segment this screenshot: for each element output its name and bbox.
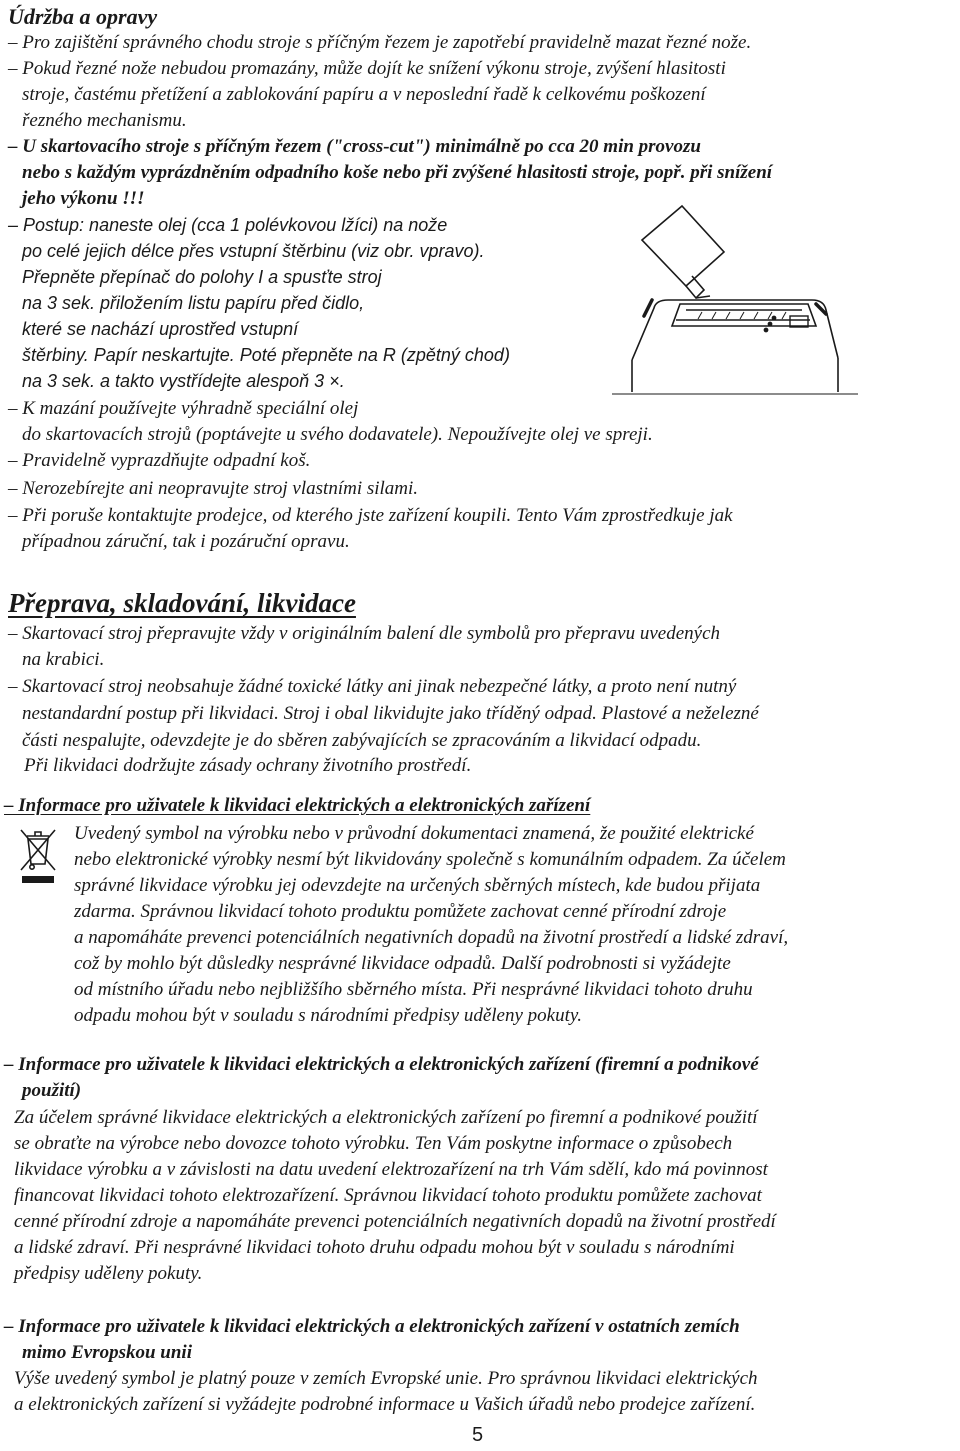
maintenance-line-9: po celé jejich délce přes vstupní štěrbinu (viz obr. vpravo).: [22, 241, 485, 261]
business-weee-line-5: cenné přírodní zdroje a napomáháte prevenci potenciálních negativních dopadů na životní prostředí: [14, 1211, 776, 1232]
transport-line-5: části nespalujte, odevzdejte je do sběren zabývajících se zpracováním a likvidací odpadu.: [22, 730, 702, 751]
maintenance-line-16: do skartovacích strojů (poptávejte u svého dodavatele). Nepoužívejte olej ve spreji.: [22, 424, 653, 445]
maintenance-line-5: – U skartovacího stroje s příčným řezem ("cross-cut") minimálně po cca 20 min provozu: [8, 136, 701, 157]
weee-line-1: Uvedený symbol na výrobku nebo v průvodní dokumentaci znamená, že použité elektrické: [74, 823, 754, 844]
weee-line-3: správné likvidace výrobku jej odevzdejte na určených sběrných místech, kde budou přijata: [74, 875, 761, 896]
section-title-maintenance: Údržba a opravy: [8, 4, 158, 29]
transport-line-1: – Skartovací stroj přepravujte vždy v originálním balení dle symbolů pro přepravu uvedených: [8, 623, 720, 644]
maintenance-line-15: – K mazání používejte výhradně speciální olej: [8, 398, 359, 419]
transport-line-3: – Skartovací stroj neobsahuje žádné toxické látky ani jinak nebezpečné látky, a proto není nutný: [8, 676, 737, 697]
weee-line-5: a napomáháte prevenci potenciálních negativních dopadů na životní prostředí a lidské zdraví,: [74, 927, 789, 948]
maintenance-line-11: na 3 sek. přiložením listu papíru před čidlo,: [22, 293, 365, 313]
maintenance-line-7: jeho výkonu !!!: [22, 188, 145, 209]
maintenance-line-13: štěrbiny. Papír neskartujte. Poté přepněte na R (zpětný chod): [22, 345, 510, 365]
business-weee-line-2: se obraťte na výrobce nebo dovozce tohoto výrobku. Ten Vám poskytne informace o způsobech: [14, 1133, 733, 1154]
weee-line-6: což by mohlo být důsledky nesprávné likvidace odpadů. Další podrobnosti si vyžádejte: [74, 953, 731, 974]
crossed-out-wheelie-bin-icon: [18, 826, 58, 886]
maintenance-line-1: – Pro zajištění správného chodu stroje s příčným řezem je zapotřebí pravidelně mazat řezné nože.: [8, 32, 752, 53]
non-eu-line-1: Výše uvedený symbol je platný pouze v zemích Evropské unie. Pro správnou likvidaci elektrických: [14, 1368, 758, 1389]
business-weee-line-1: Za účelem správné likvidace elektrických a elektronických zařízení po firemní a podnikové použití: [14, 1107, 758, 1128]
non-eu-heading-2: mimo Evropskou unii: [22, 1342, 192, 1363]
maintenance-line-10: Přepněte přepínač do polohy I a spusťte stroj: [22, 267, 382, 287]
business-weee-line-6: a lidské zdraví. Při nesprávné likvidaci tohoto druhu odpadu mohou být v souladu s národními: [14, 1237, 735, 1258]
transport-line-4: nestandardní postup při likvidaci. Stroj i obal likvidujte jako tříděný odpad. Plastové a neželezné: [22, 703, 759, 724]
weee-heading: – Informace pro uživatele k likvidaci elektrických a elektronických zařízení: [4, 795, 591, 816]
maintenance-line-19: – Při poruše kontaktujte prodejce, od kterého jste zařízení koupili. Tento Vám zprostředkuje jak: [8, 505, 733, 526]
non-eu-heading-1: – Informace pro uživatele k likvidaci elektrických a elektronických zařízení v ostatních zemích: [4, 1316, 740, 1337]
transport-line-2: na krabici.: [22, 649, 105, 670]
page-number: 5: [472, 1424, 484, 1446]
business-weee-line-7: předpisy uděleny pokuty.: [14, 1263, 203, 1284]
shredder-oiling-illustration: [612, 200, 858, 398]
maintenance-line-4: řezného mechanismu.: [22, 110, 187, 131]
maintenance-line-20: případnou záruční, tak i pozáruční opravu.: [22, 531, 350, 552]
maintenance-line-2: – Pokud řezné nože nebudou promazány, může dojít ke snížení výkonu stroje, zvýšení hlasitosti: [8, 58, 726, 79]
maintenance-line-18: – Nerozebírejte ani neopravujte stroj vlastními silami.: [8, 478, 419, 499]
maintenance-line-14: na 3 sek. a takto vystřídejte alespoň 3 ×.: [22, 371, 345, 391]
weee-line-7: od místního úřadu nebo nejbližšího sběrného místa. Při nesprávné likvidaci tohoto druhu: [74, 979, 753, 1000]
weee-line-4: zdarma. Správnou likvidací tohoto produktu pomůžete zachovat cenné přírodní zdroje: [74, 901, 727, 922]
weee-line-8: odpadu mohou být v souladu s národními předpisy uděleny pokuty.: [74, 1005, 583, 1026]
business-weee-line-4: financovat likvidaci tohoto elektrozařízení. Správnou likvidací tohoto produktu pomůžete zachovat: [14, 1185, 762, 1206]
business-weee-heading-2: použití): [22, 1080, 82, 1101]
section-title-transport: Přeprava, skladování, likvidace: [8, 588, 356, 618]
weee-line-2: nebo elektronické výrobky nesmí být likvidovány společně s komunálním odpadem. Za účelem: [74, 849, 786, 870]
business-weee-line-3: likvidace výrobku a v závislosti na datu uvedení elektrozařízení na trh Vám sdělí, kdo má povinnost: [14, 1159, 768, 1180]
maintenance-line-6: nebo s každým vyprázdněním odpadního koše nebo při zvýšené hlasitosti stroje, popř. při snížení: [22, 162, 773, 183]
maintenance-line-17: – Pravidelně vyprazdňujte odpadní koš.: [8, 450, 311, 471]
maintenance-line-3: stroje, častému přetížení a zablokování papíru a v neposlední řadě k celkovému poškození: [22, 84, 706, 105]
transport-line-6: Při likvidaci dodržujte zásady ochrany životního prostředí.: [24, 755, 472, 776]
maintenance-line-12: které se nachází uprostřed vstupní: [22, 319, 299, 339]
non-eu-line-2: a elektronických zařízení si vyžádejte podrobné informace u Vašich úřadů nebo prodejce zařízení.: [14, 1394, 756, 1415]
maintenance-line-8: – Postup: naneste olej (cca 1 polévkovou lžíci) na nože: [8, 215, 448, 235]
business-weee-heading-1: – Informace pro uživatele k likvidaci elektrických a elektronických zařízení (firemní a podnikové: [4, 1054, 759, 1075]
